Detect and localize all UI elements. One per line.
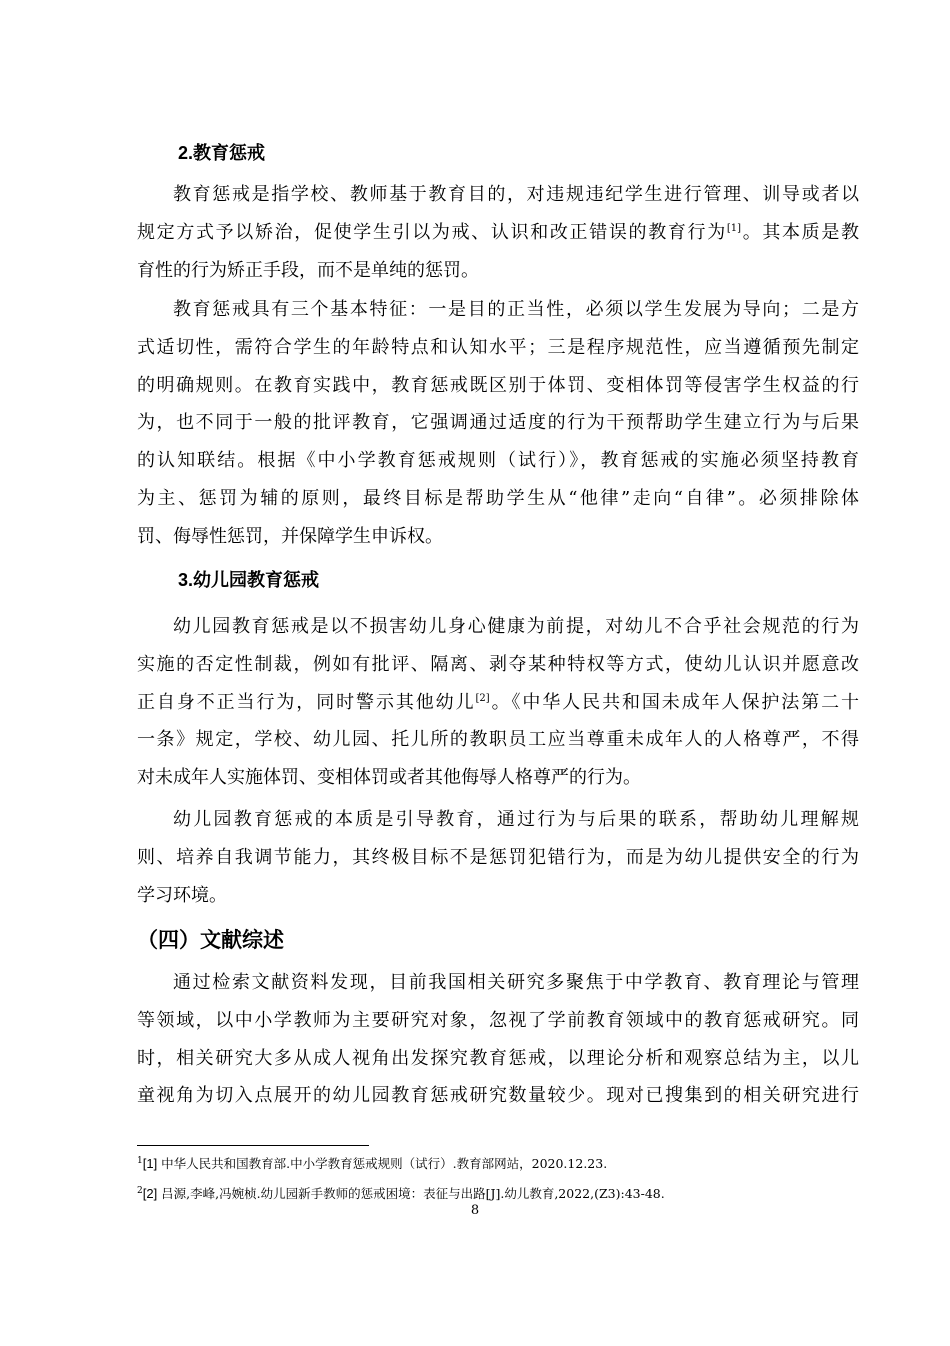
paragraph-features: 教育惩戒具有三个基本特征：一是目的正当性，必须以学生发展为导向；二是方 式适切性，需符合学生的年龄特点和认知水平；三是程序规范性，应当遵循预先制定 的明确规则。在教育实践中，教育惩戒既区别于体罚、变相体罚等侵害学生权益的行 为，也不同于一般的批评教育，它强调通过适度的行为干预帮助学生建立行为与后果 的认知联结。根据《中小学教育惩戒规则（试行）》，教育惩戒的实施必须坚持教育 为主、惩罚为辅的原则，最终目标是帮助学生从“他律”走向“自律”。必须排除体 罚、侮辱性惩罚，并保障学生申诉权。 [137, 299, 859, 547]
footnote-separator [137, 1145, 369, 1146]
footnote-1: $^1$[1] 中华人民共和国教育部.中小学教育惩戒规则（试行）.教育部网站，2020.12.23. [137, 1156, 608, 1171]
paragraph-kindergarten-essence: 幼儿园教育惩戒的本质是引导教育，通过行为与后果的联系，帮助幼儿理解规 则、培养自我调节能力，其终极目标不是惩罚犯错行为，而是为幼儿提供安全的行为 学习环境。 [137, 809, 859, 906]
heading-kindergarten-discipline: 3.幼儿园教育惩戒 [178, 570, 320, 591]
citation-2[interactable]: [2] [475, 692, 490, 704]
paragraph-literature-review: 通过检索文献资料发现，目前我国相关研究多聚焦于中学教育、教育理论与管理 等领域，以中小学教师为主要研究对象，忽视了学前教育领域中的教育惩戒研究。同 时，相关研究大多从成人视角出发探究教育惩戒，以理论分析和观察总结为主，以儿 童视角为切入点展开的幼儿园教育惩戒研究数量较少。现对已搜集到的相关研究进行 [137, 972, 859, 1107]
heading-literature-review: （四）文献综述 [137, 928, 284, 952]
footnote-2: $^2$[2] 吕源,李峰,冯婉桢.幼儿园新手教师的惩戒困境：表征与出路[J].幼儿教育,2022,(Z3):43-48. [137, 1186, 665, 1201]
paragraph-kindergarten-definition: 幼儿园教育惩戒是以不损害幼儿身心健康为前提，对幼儿不合乎社会规范的行为 实施的否定性制裁，例如有批评、隔离、剥夺某种特权等方式，使幼儿认识并愿意改 正自身不正当行为，同时警示其他幼儿[2]。《中华人民共和国未成年人保护法第二十 一条》规定，学校、幼儿园、托儿所的教职员工应当尊重未成年人的人格尊严，不得 对未成年人实施体罚、变相体罚或者其他侮辱人格尊严的行为。 [137, 616, 860, 789]
paragraph-definition: 教育惩戒是指学校、教师基于教育目的，对违规违纪学生进行管理、训导或者以 规定方式予以矫治，促使学生引以为戒、认识和改正错误的教育行为[1]。其本质是教 育性的行为矫正手段，而不是单纯的惩罚。 [137, 184, 860, 281]
heading-educational-discipline: 2.教育惩戒 [178, 143, 266, 164]
page-number: 8 [470, 1203, 480, 1218]
citation-1[interactable]: [1] [726, 222, 742, 234]
